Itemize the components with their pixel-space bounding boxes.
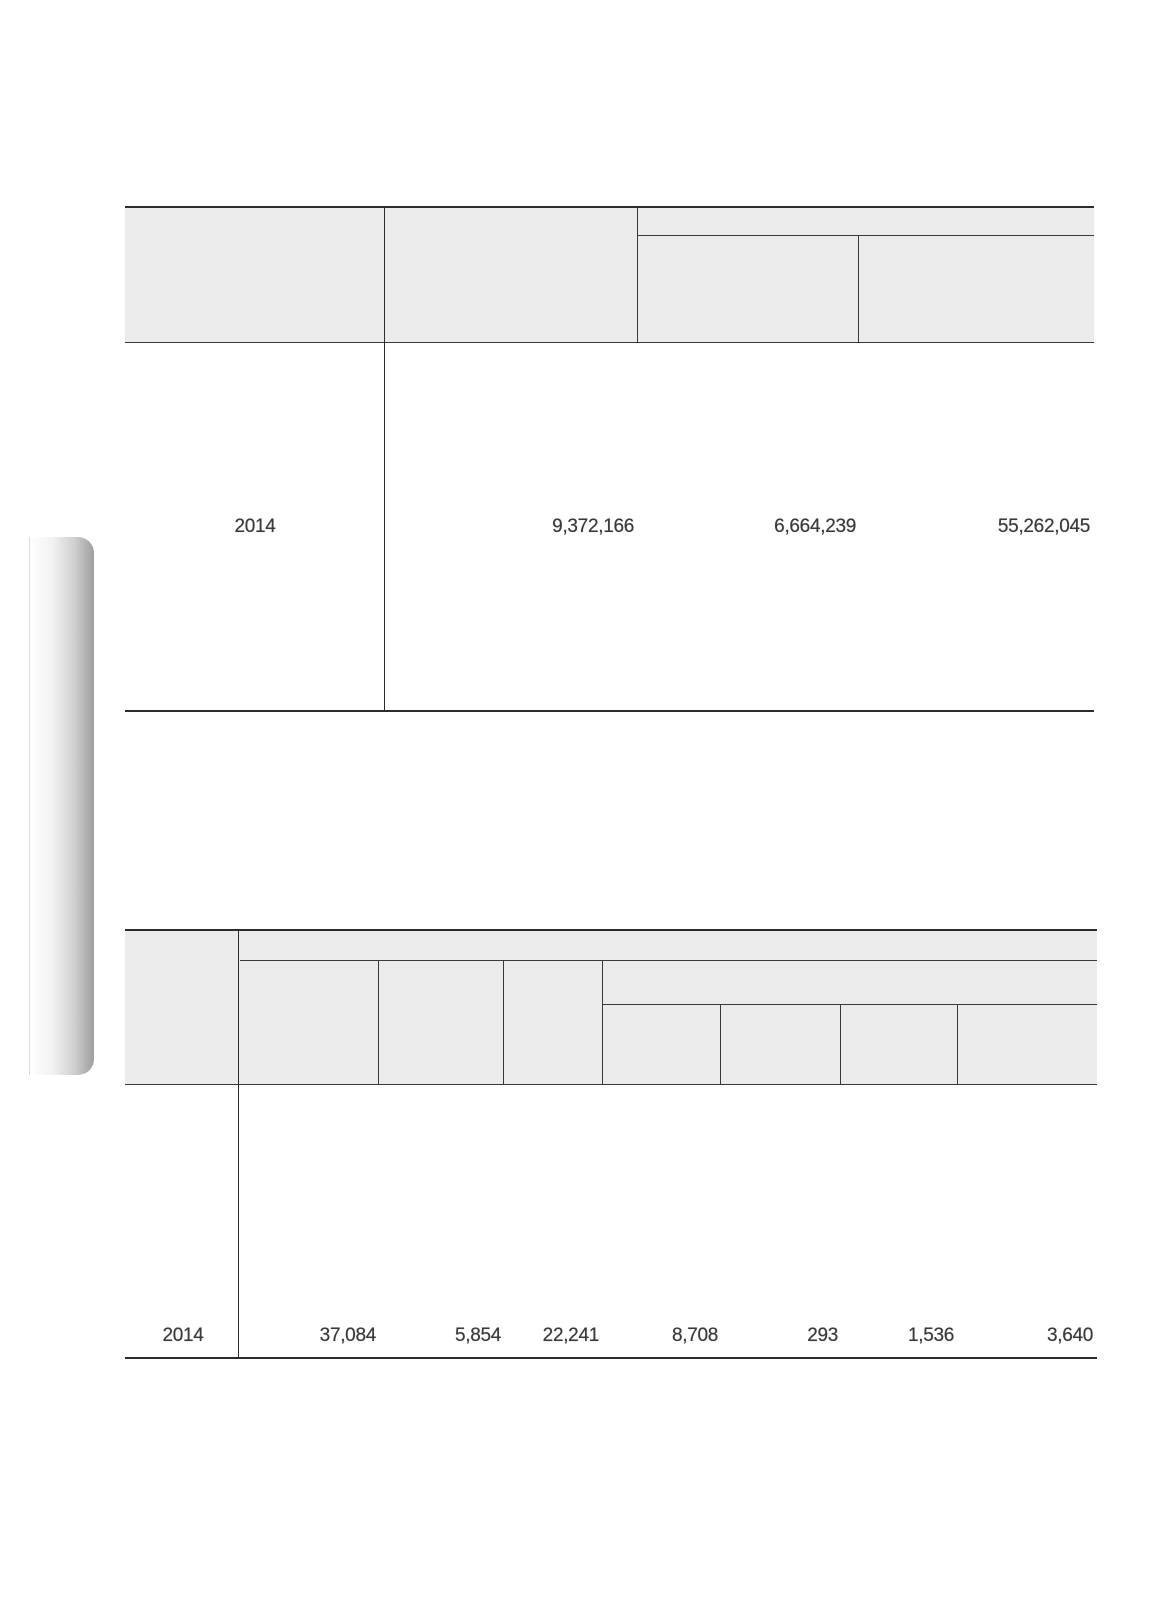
- table-2-divider-col5: [840, 1004, 841, 1084]
- table-2-bottom-rule: [125, 1357, 1097, 1359]
- table-1-cell-3: 55,262,045: [997, 516, 1090, 537]
- table-2-header: [125, 930, 1097, 1084]
- table-1-header: [125, 207, 1094, 343]
- table-2-divider-col3: [602, 960, 603, 1084]
- table-1-top-rule: [125, 206, 1094, 208]
- table-2-divider-year: [238, 930, 239, 1358]
- table-1-divider-year: [384, 207, 385, 711]
- table-2-cell-7: 3,640: [1046, 1325, 1093, 1346]
- table-2-cell-1: 37,084: [319, 1325, 376, 1346]
- table-1-cell-2: 6,664,239: [774, 516, 856, 537]
- table-2-subheader-rule-2: [603, 1004, 1097, 1005]
- table-1-subheader-rule: [638, 235, 1094, 236]
- table-2-cell-3: 22,241: [542, 1325, 599, 1346]
- table-1-header-bottom-rule: [125, 342, 1094, 343]
- table-2-cell-6: 1,536: [907, 1325, 954, 1346]
- side-chapter-tab: [29, 537, 94, 1075]
- table-2-header-bottom-rule: [125, 1084, 1097, 1085]
- table-2-cell-4: 8,708: [671, 1325, 718, 1346]
- table-2-subheader-rule-1: [240, 960, 1097, 961]
- table-2-divider-col1: [378, 960, 379, 1084]
- table-2-row-year: 2014: [162, 1325, 204, 1346]
- table-1-row-year: 2014: [234, 516, 276, 537]
- table-1-divider-col1: [637, 207, 638, 343]
- table-2-divider-col6: [957, 1004, 958, 1084]
- table-1-cell-1: 9,372,166: [552, 516, 634, 537]
- table-2-cell-2: 5,854: [454, 1325, 501, 1346]
- table-2-divider-col4: [720, 1004, 721, 1084]
- table-1-divider-col2: [858, 235, 859, 343]
- table-1-bottom-rule: [125, 710, 1094, 712]
- table-2-cell-5: 293: [807, 1325, 838, 1346]
- table-2-top-rule: [125, 929, 1097, 931]
- table-2-divider-col2: [503, 960, 504, 1084]
